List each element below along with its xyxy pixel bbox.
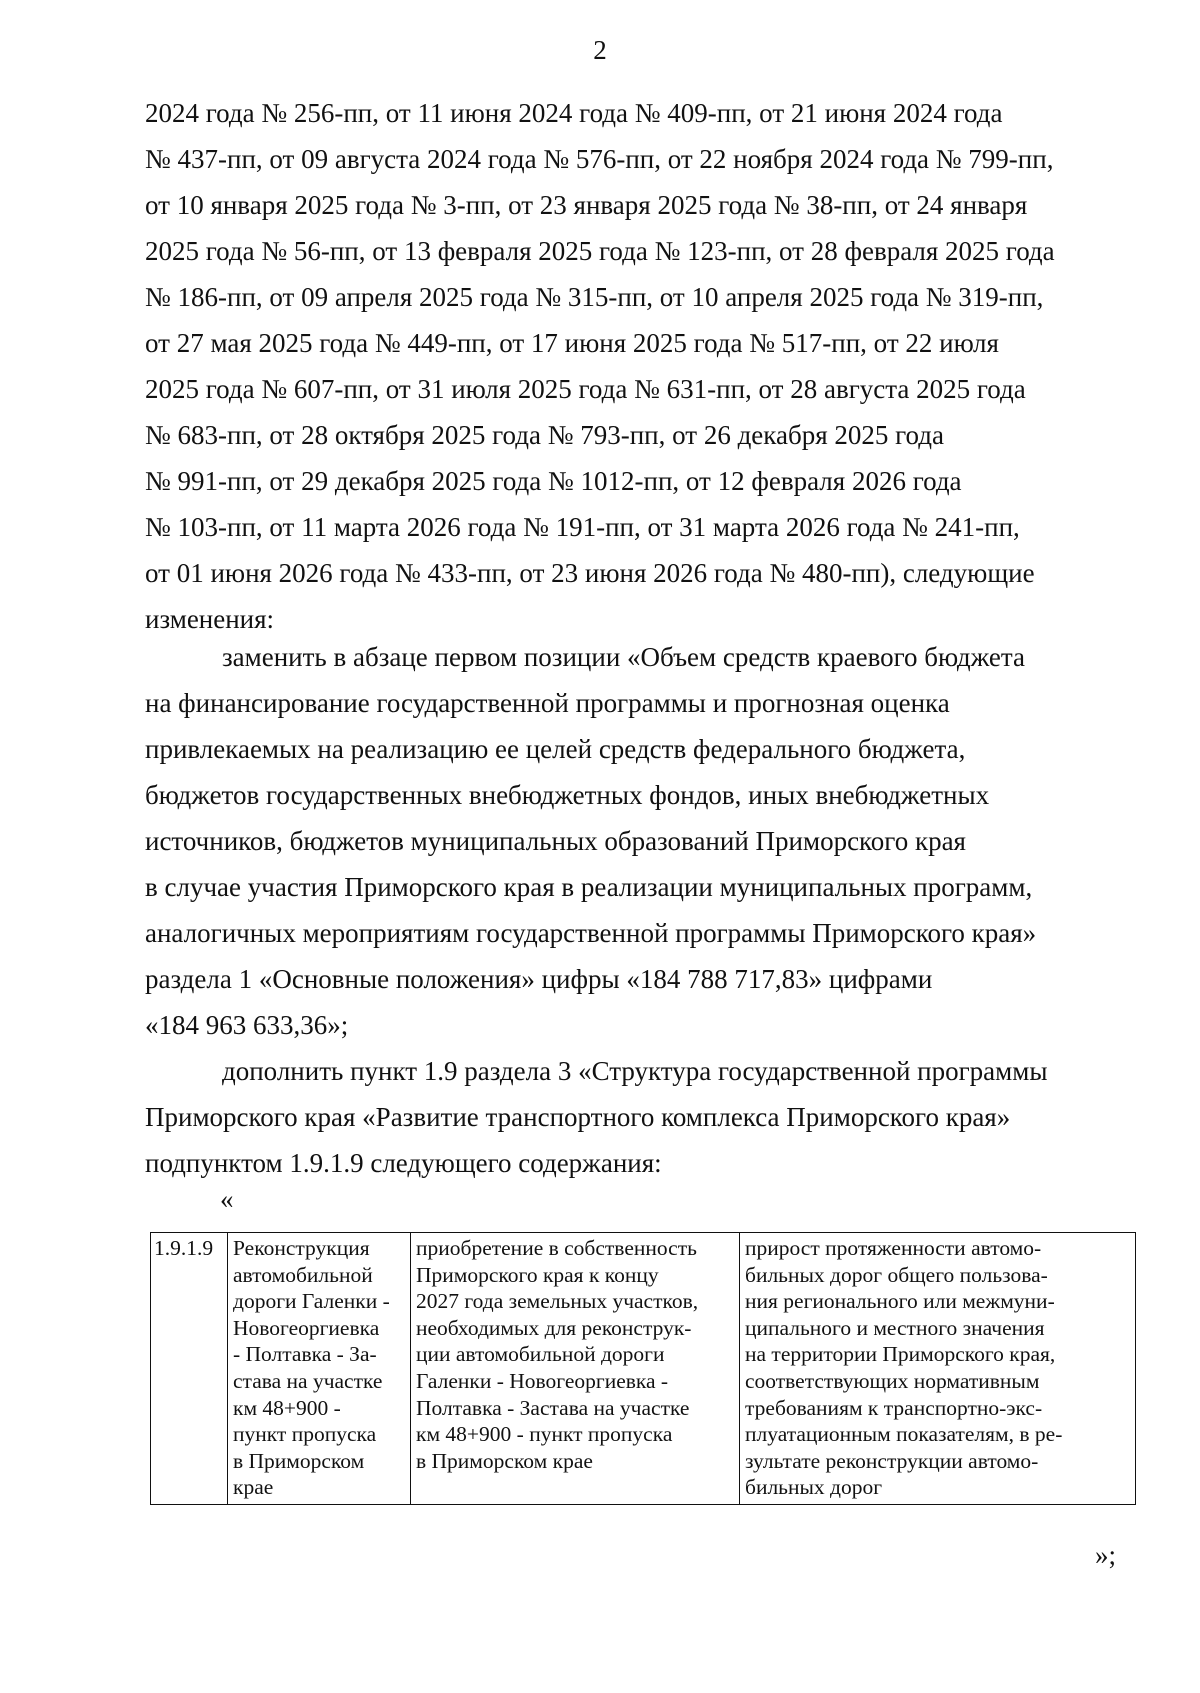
text-line: изменения: xyxy=(145,604,275,634)
cell-text-line: необходимых для реконструк- xyxy=(416,1315,692,1340)
cell-text-line: бильных дорог общего пользова- xyxy=(745,1262,1048,1287)
cell-result xyxy=(740,1233,1136,1505)
page-number: 2 xyxy=(593,35,607,65)
cell-text-line: дороги Галенки - xyxy=(233,1289,390,1314)
cell-text-line: в Приморском крае xyxy=(416,1448,593,1473)
cell-text-line: бильных дорог xyxy=(745,1475,883,1500)
text-line: 2024 года № 256-пп, от 11 июня 2024 года № 409-пп, от 21 июня 2024 года xyxy=(145,98,1003,128)
text-line: раздела 1 «Основные положения» цифры «184 788 717,83» цифрами xyxy=(145,964,933,994)
text-line: 2025 года № 56-пп, от 13 февраля 2025 года № 123-пп, от 28 февраля 2025 года xyxy=(145,236,1055,266)
cell-text-line: в Приморском xyxy=(233,1448,365,1473)
cell-task xyxy=(411,1233,740,1505)
cell-text-line: Реконструкция xyxy=(233,1236,370,1260)
cell-text-line: ния регионального или межмуни- xyxy=(745,1289,1055,1314)
text-line: на финансирование государственной программы и прогнозная оценка xyxy=(145,688,950,718)
text-line: привлекаемых на реализацию ее целей средств федерального бюджета, xyxy=(145,734,966,764)
cell-text-line: плуатационным показателям, в ре- xyxy=(745,1422,1063,1447)
cell-text-line: пункт пропуска xyxy=(233,1422,377,1447)
item-number: 1.9.1.9 xyxy=(154,1236,214,1260)
text-line: № 437-пп, от 09 августа 2024 года № 576-пп, от 22 ноября 2024 года № 799-пп, xyxy=(145,144,1054,174)
cell-text-line: км 48+900 - xyxy=(233,1395,341,1420)
text-line: № 103-пп, от 11 марта 2026 года № 191-пп, от 31 марта 2026 года № 241-пп, xyxy=(145,512,1020,542)
text-line: от 27 мая 2025 года № 449-пп, от 17 июня 2025 года № 517-пп, от 22 июля xyxy=(145,328,999,358)
cell-text-line: км 48+900 - пункт пропуска xyxy=(416,1422,673,1447)
cell-text-line: става на участке xyxy=(233,1368,383,1393)
cell-text-line: прирост протяженности автомо- xyxy=(745,1236,1042,1260)
text-line: № 186-пп, от 09 апреля 2025 года № 315-пп, от 10 апреля 2025 года № 319-пп, xyxy=(145,282,1044,312)
text-line: 2025 года № 607-пп, от 31 июля 2025 года № 631-пп, от 28 августа 2025 года xyxy=(145,374,1026,404)
opening-quote: « xyxy=(220,1184,234,1214)
paragraph-replace-figures xyxy=(145,634,1130,1048)
cell-text-line: ципального и местного значения xyxy=(745,1315,1045,1340)
paragraph-add-subitem xyxy=(145,1048,1130,1186)
cell-text-line: Приморского края к концу xyxy=(416,1262,659,1287)
cell-text-line: соответствующих нормативным xyxy=(745,1368,1040,1393)
cell-text-line: - Полтавка - За- xyxy=(233,1342,377,1367)
text-line: дополнить пункт 1.9 раздела 3 «Структура государственной программы xyxy=(222,1056,1048,1086)
cell-text-line: на территории Приморского края, xyxy=(745,1342,1056,1367)
text-line: подпунктом 1.9.1.9 следующего содержания: xyxy=(145,1148,662,1178)
cell-text-line: Полтавка - Застава на участке xyxy=(416,1395,690,1420)
cell-text-line: требованиям к транспортно-экс- xyxy=(745,1395,1043,1420)
text-line: аналогичных мероприятиям государственной программы Приморского края» xyxy=(145,918,1037,948)
text-line: № 991-пп, от 29 декабря 2025 года № 1012-пп, от 12 февраля 2026 года xyxy=(145,466,962,496)
paragraph-amendment-list xyxy=(145,90,1130,642)
cell-name xyxy=(228,1233,411,1505)
closing-quote: »; xyxy=(1095,1540,1117,1570)
text-line: «184 963 633,36»; xyxy=(145,1010,349,1040)
cell-number xyxy=(151,1233,228,1505)
text-line: бюджетов государственных внебюджетных фондов, иных внебюджетных xyxy=(145,780,990,810)
cell-text-line: 2027 года земельных участков, xyxy=(416,1289,699,1314)
table xyxy=(150,1232,1136,1505)
text-line: № 683-пп, от 28 октября 2025 года № 793-пп, от 26 декабря 2025 года xyxy=(145,420,944,450)
cell-text-line: зультате реконструкции автомо- xyxy=(745,1448,1039,1473)
structure-table xyxy=(150,1232,1136,1505)
text-line: Приморского края «Развитие транспортного комплекса Приморского края» xyxy=(145,1102,1011,1132)
cell-text-line: Новогеоргиевка xyxy=(233,1315,380,1340)
text-line: заменить в абзаце первом позиции «Объем средств краевого бюджета xyxy=(222,642,1025,672)
text-line: от 01 июня 2026 года № 433-пп, от 23 июня 2026 года № 480-пп), следующие xyxy=(145,558,1035,588)
cell-text-line: крае xyxy=(233,1475,274,1500)
cell-text-line: приобретение в собственность xyxy=(416,1236,697,1260)
cell-text-line: ции автомобильной дороги xyxy=(416,1342,665,1367)
text-line: источников, бюджетов муниципальных образований Приморского края xyxy=(145,826,966,856)
cell-text-line: Галенки - Новогеоргиевка - xyxy=(416,1368,669,1393)
cell-text-line: автомобильной xyxy=(233,1262,373,1287)
table-row xyxy=(151,1233,1136,1505)
text-line: в случае участия Приморского края в реализации муниципальных программ, xyxy=(145,872,1033,902)
text-line: от 10 января 2025 года № 3-пп, от 23 января 2025 года № 38-пп, от 24 января xyxy=(145,190,1028,220)
